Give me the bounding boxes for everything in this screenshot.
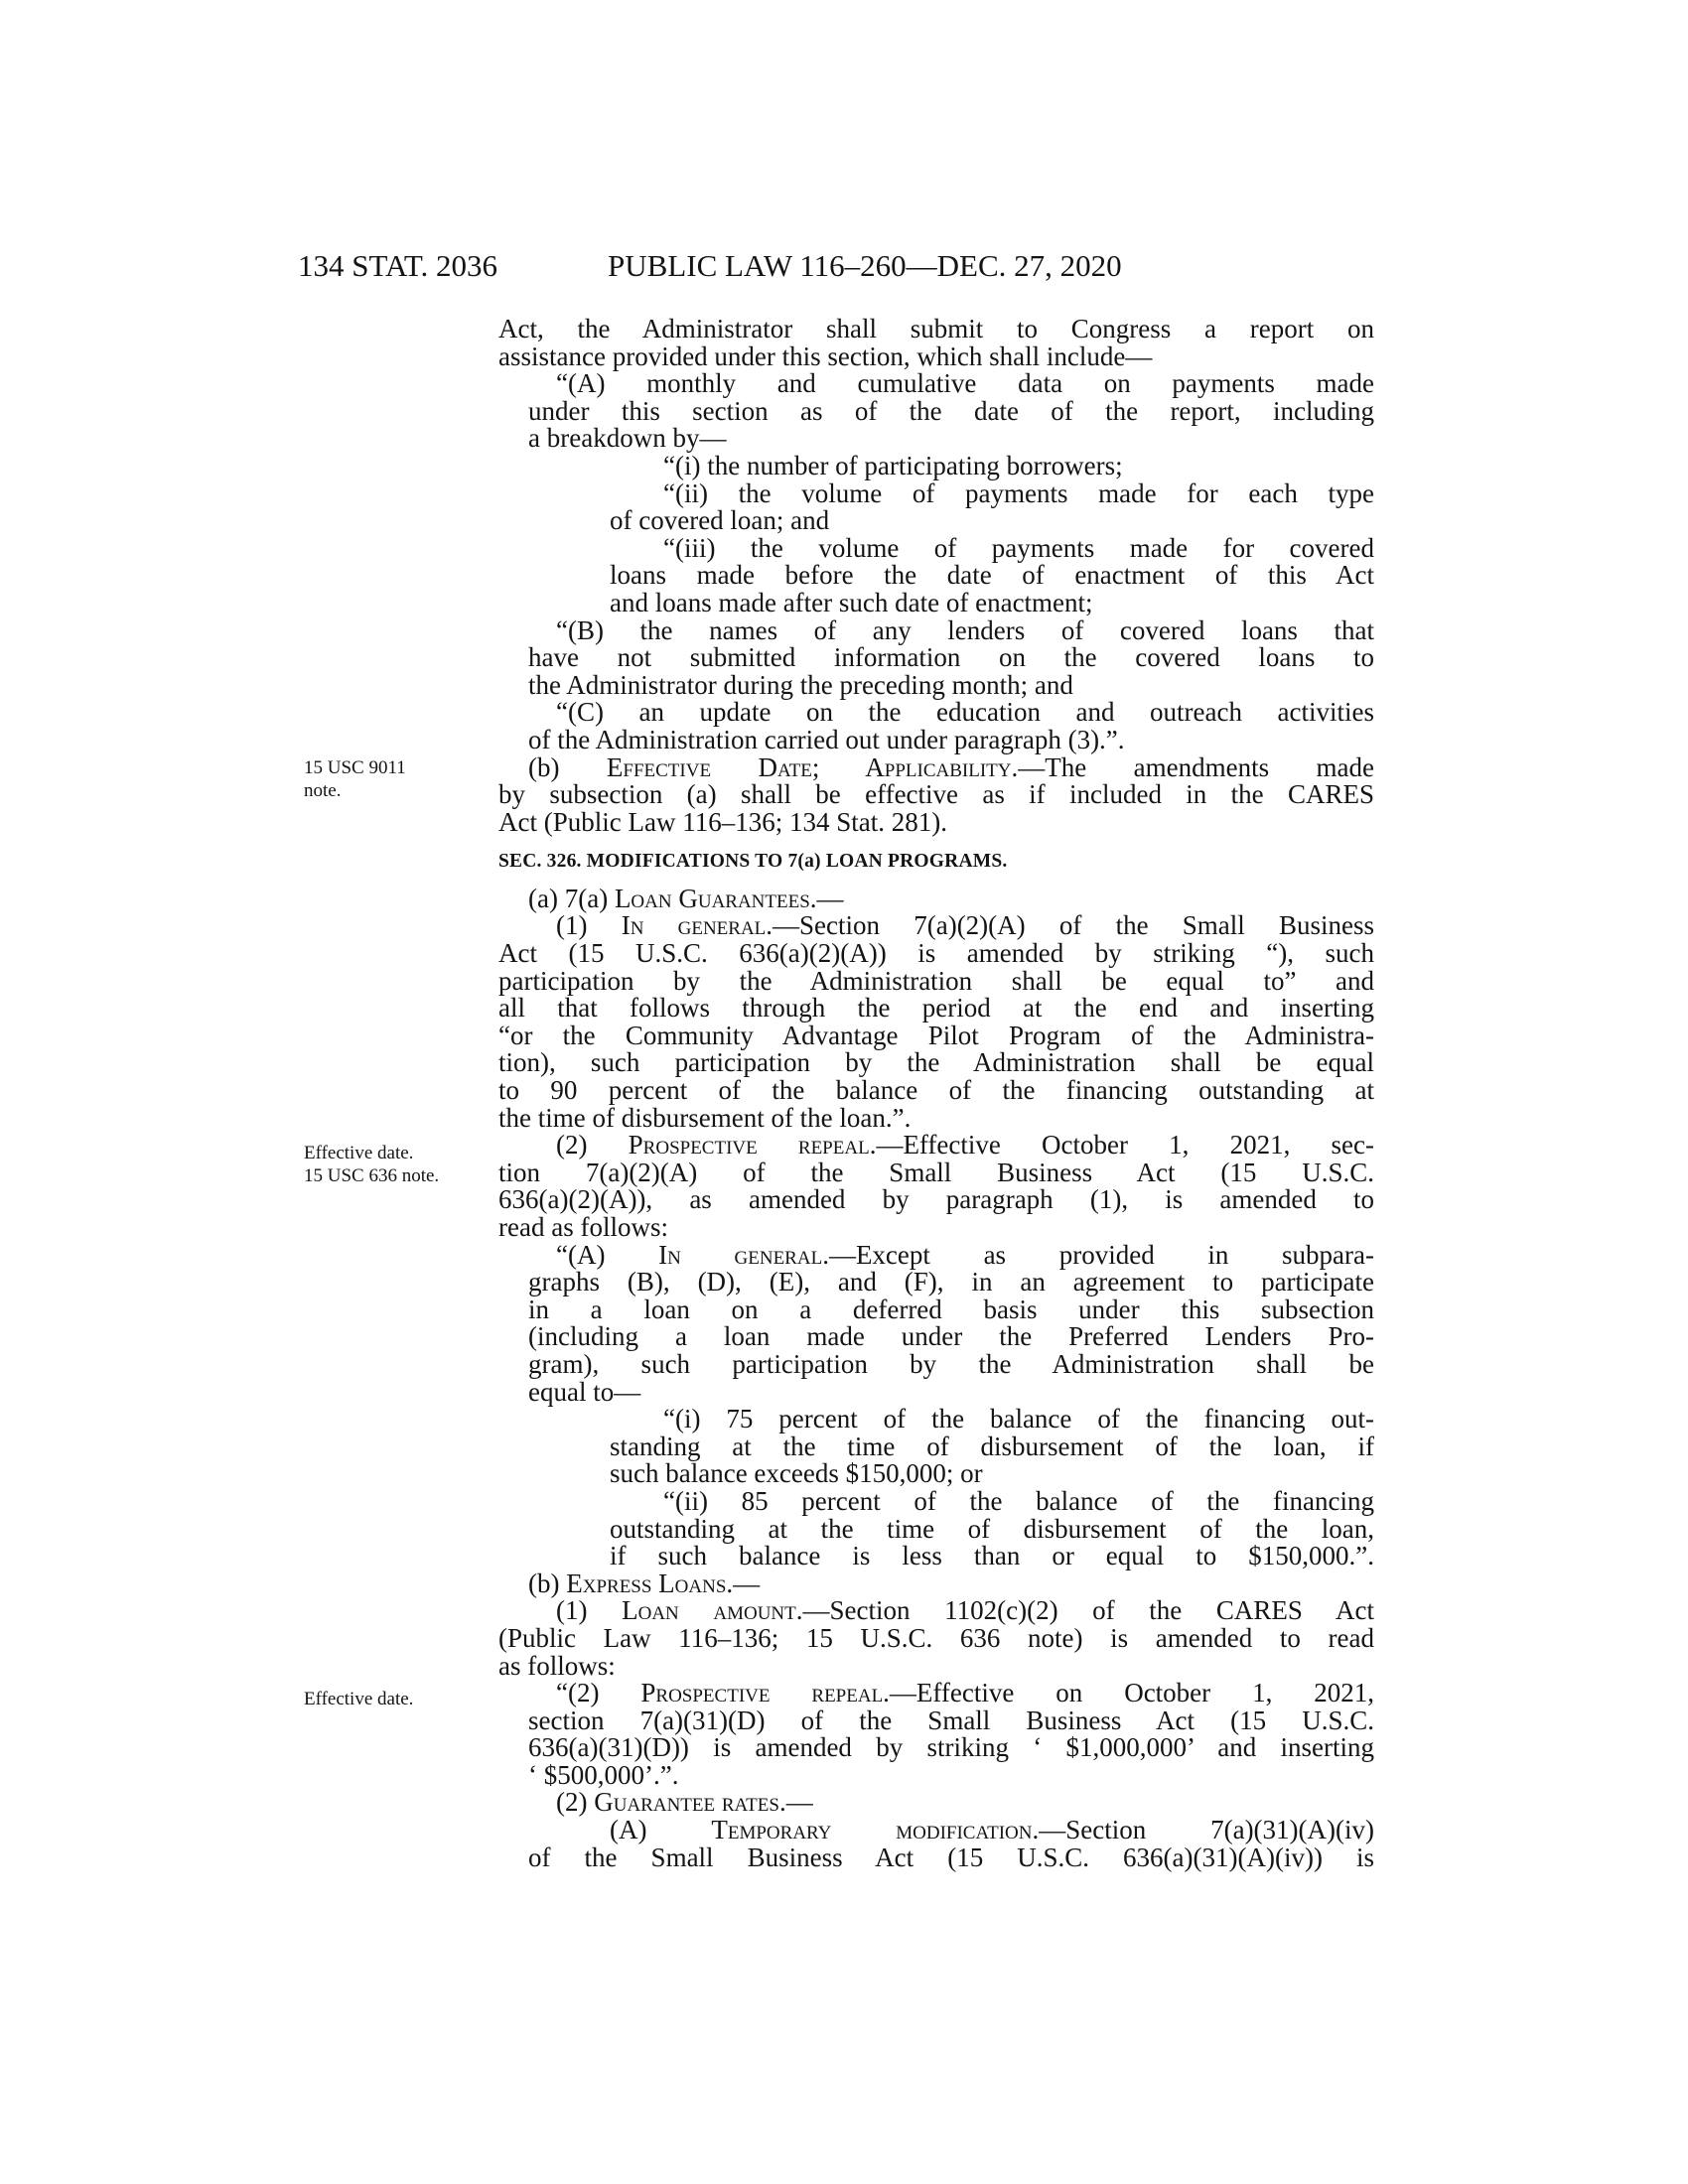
text-line: “(A) monthly and cumulative data on payments made <box>556 368 1374 399</box>
text-line: if such balance is less than or equal to $150,000.”. <box>610 1541 1374 1571</box>
text-line: 636(a)(2)(A)), as amended by paragraph (1), is amended to <box>498 1184 1374 1215</box>
text-line: all that follows through the period at the end and inserting <box>498 993 1374 1024</box>
text-line: a breakdown by— <box>528 423 727 454</box>
text-line: as follows: <box>498 1650 616 1681</box>
text-line: standing at the time of disbursement of the loan, if <box>610 1431 1374 1461</box>
text-line: “(A) In general.—Except as provided in subpara- <box>556 1239 1375 1270</box>
text-line: 636(a)(31)(D)) is amended by striking ‘ $1,000,000’ and inserting <box>528 1732 1374 1763</box>
text-line: of the Administration carried out under paragraph (3).”. <box>528 724 1125 754</box>
margin-note-effective-date <box>304 1142 439 1187</box>
section-heading: SEC. 326. MODIFICATIONS TO 7(a) LOAN PROGRAMS. <box>498 851 1008 873</box>
text-line: to 90 percent of the balance of the financing outstanding at <box>498 1075 1374 1106</box>
text-line: such balance exceeds $150,000; or <box>610 1458 983 1489</box>
text-line: ‘ $500,000’.”. <box>528 1759 679 1790</box>
text-line: under this section as of the date of the report, including <box>528 395 1374 426</box>
text-line: Act, the Administrator shall submit to Congress a report on <box>498 314 1374 343</box>
run-in-heading: Loan amount <box>622 1595 796 1626</box>
text-line: (b) Effective Date; Applicability.—The amendments made <box>528 751 1374 782</box>
run-in-heading: Guarantee rates <box>594 1787 779 1818</box>
margin-note-line: 15 USC 9011 <box>304 757 406 778</box>
text-line: assistance provided under this section, which shall include— <box>498 341 1153 371</box>
text-line: “or the Community Advantage Pilot Program of the Administra- <box>498 1020 1374 1050</box>
run-in-heading: Prospective repeal <box>628 1130 870 1160</box>
text-line: “(B) the names of any lenders of covered loans that <box>556 614 1374 645</box>
text-line: participation by the Administration shall be equal to” and <box>498 965 1374 996</box>
margin-note-line: 15 USC 636 note. <box>304 1165 440 1186</box>
margin-note-line: Effective date. <box>304 1143 414 1163</box>
text-line: tion), such participation by the Administration shall be equal <box>498 1047 1374 1078</box>
text-line: have not submitted information on the covered loans to <box>528 642 1374 673</box>
text-line: and loans made after such date of enactment; <box>610 587 1093 617</box>
text-line: the Administrator during the preceding month; and <box>528 669 1073 700</box>
stat-reference: 134 STAT. 2036 <box>298 248 498 283</box>
text-line: (A) Temporary modification.—Section 7(a)(31)(A)(iv) <box>610 1815 1375 1845</box>
text-line: “(i) 75 percent of the balance of the financing out- <box>663 1404 1374 1434</box>
text-line: (1) Loan amount.—Section 1102(c)(2) of the CARES Act <box>556 1595 1375 1626</box>
text-line: (2) Prospective repeal.—Effective October 1, 2021, sec- <box>556 1130 1374 1160</box>
text-line: “(2) Prospective repeal.—Effective on October 1, 2021, <box>556 1678 1374 1708</box>
page-title: PUBLIC LAW 116–260—DEC. 27, 2020 <box>608 248 1122 283</box>
text-line: of covered loan; and <box>610 505 830 536</box>
text-line: by subsection (a) shall be effective as if included in the CARES <box>498 779 1374 810</box>
run-in-heading: Temporary modification <box>711 1815 1033 1845</box>
margin-note-usc-9011 <box>304 756 406 802</box>
text-line: (1) In general.—Section 7(a)(2)(A) of the Small Business <box>556 910 1374 941</box>
text-line: “(C) an update on the education and outreach activities <box>556 697 1374 728</box>
text-line: “(ii) 85 percent of the balance of the financing <box>663 1485 1374 1516</box>
text-line: graphs (B), (D), (E), and (F), in an agreement to participate <box>528 1267 1374 1297</box>
text-line: equal to— <box>528 1376 641 1407</box>
text-line: Act (Public Law 116–136; 134 Stat. 281). <box>498 806 947 837</box>
run-in-heading: In general <box>658 1239 823 1270</box>
text-line: (2) Guarantee rates.— <box>556 1787 813 1818</box>
text-line: in a loan on a deferred basis under this subsection <box>528 1294 1374 1324</box>
text-line: (including a loan made under the Preferred Lenders Pro- <box>528 1321 1374 1352</box>
text-line: (Public Law 116–136; 15 U.S.C. 636 note) is amended to read <box>498 1622 1374 1653</box>
text-line: section 7(a)(31)(D) of the Small Business Act (15 U.S.C. <box>528 1705 1374 1735</box>
run-in-heading: In general <box>621 910 767 941</box>
text-line: outstanding at the time of disbursement of the loan, <box>610 1513 1374 1544</box>
text-line: (b) Express Loans.— <box>528 1568 761 1598</box>
text-line: “(iii) the volume of payments made for covered <box>663 532 1374 563</box>
text-line: of the Small Business Act (15 U.S.C. 636(a)(31)(A)(iv)) is <box>528 1842 1374 1872</box>
text-line: tion 7(a)(2)(A) of the Small Business Act (15 U.S.C. <box>498 1157 1374 1187</box>
text-line: (a) 7(a) Loan Guarantees.— <box>528 883 844 913</box>
run-in-heading: Express Loans <box>566 1568 727 1598</box>
text-line: read as follows: <box>498 1212 668 1242</box>
margin-note-line: note. <box>304 780 342 801</box>
run-in-heading: Loan Guarantees <box>614 883 810 913</box>
text-line: loans made before the date of enactment of this Act <box>610 560 1374 591</box>
text-line: the time of disbursement of the loan.”. <box>498 1102 912 1133</box>
text-line: Act (15 U.S.C. 636(a)(2)(A)) is amended by striking “), such <box>498 938 1374 969</box>
text-line: “(i) the number of participating borrowers; <box>663 450 1123 480</box>
text-line: gram), such participation by the Administration shall be <box>528 1348 1374 1379</box>
run-in-heading: Prospective repeal <box>640 1678 884 1708</box>
text-line: “(ii) the volume of payments made for each type <box>663 478 1374 508</box>
run-in-heading: Effective Date; Applicability <box>606 751 1012 782</box>
margin-note-line: Effective date. <box>304 1689 414 1709</box>
margin-note-effective-date-2 <box>304 1688 413 1710</box>
body-text <box>498 316 1374 1871</box>
